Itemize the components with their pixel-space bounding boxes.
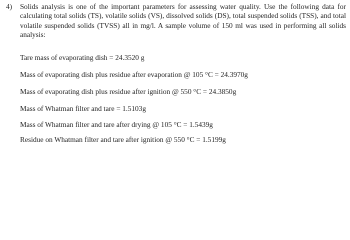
data-line-ignition-550: Mass of evaporating dish plus residue after ignition @ 550 °C = 24.3850g [20,87,237,96]
question-block [6,2,346,40]
data-line-filter-tare: Mass of Whatman filter and tare = 1.5103g [20,104,146,113]
data-line-filter-drying-105: Mass of Whatman filter and tare after drying @ 105 °C = 1.5439g [20,120,213,129]
question-number: 4) [6,2,13,11]
data-line-tare-dish: Tare mass of evaporating dish = 24.3520 g [20,53,145,62]
question-text: Solids analysis is one of the important parameters for assessing water quality. Use the following data for calculating total solids (TS), volatile solids (VS), dissolved solids (DS), total suspended solids (TSS), and total volatile suspended solids (TVSS) all in mg/l. A sample volume of 150 ml was used in performing all solids analysis: [20,2,346,40]
data-line-filter-ignition-550: Residue on Whatman filter and tare after ignition @ 550 °C = 1.5199g [20,135,226,144]
data-line-evaporation-105: Mass of evaporating dish plus residue after evaporation @ 105 °C = 24.3970g [20,70,248,79]
